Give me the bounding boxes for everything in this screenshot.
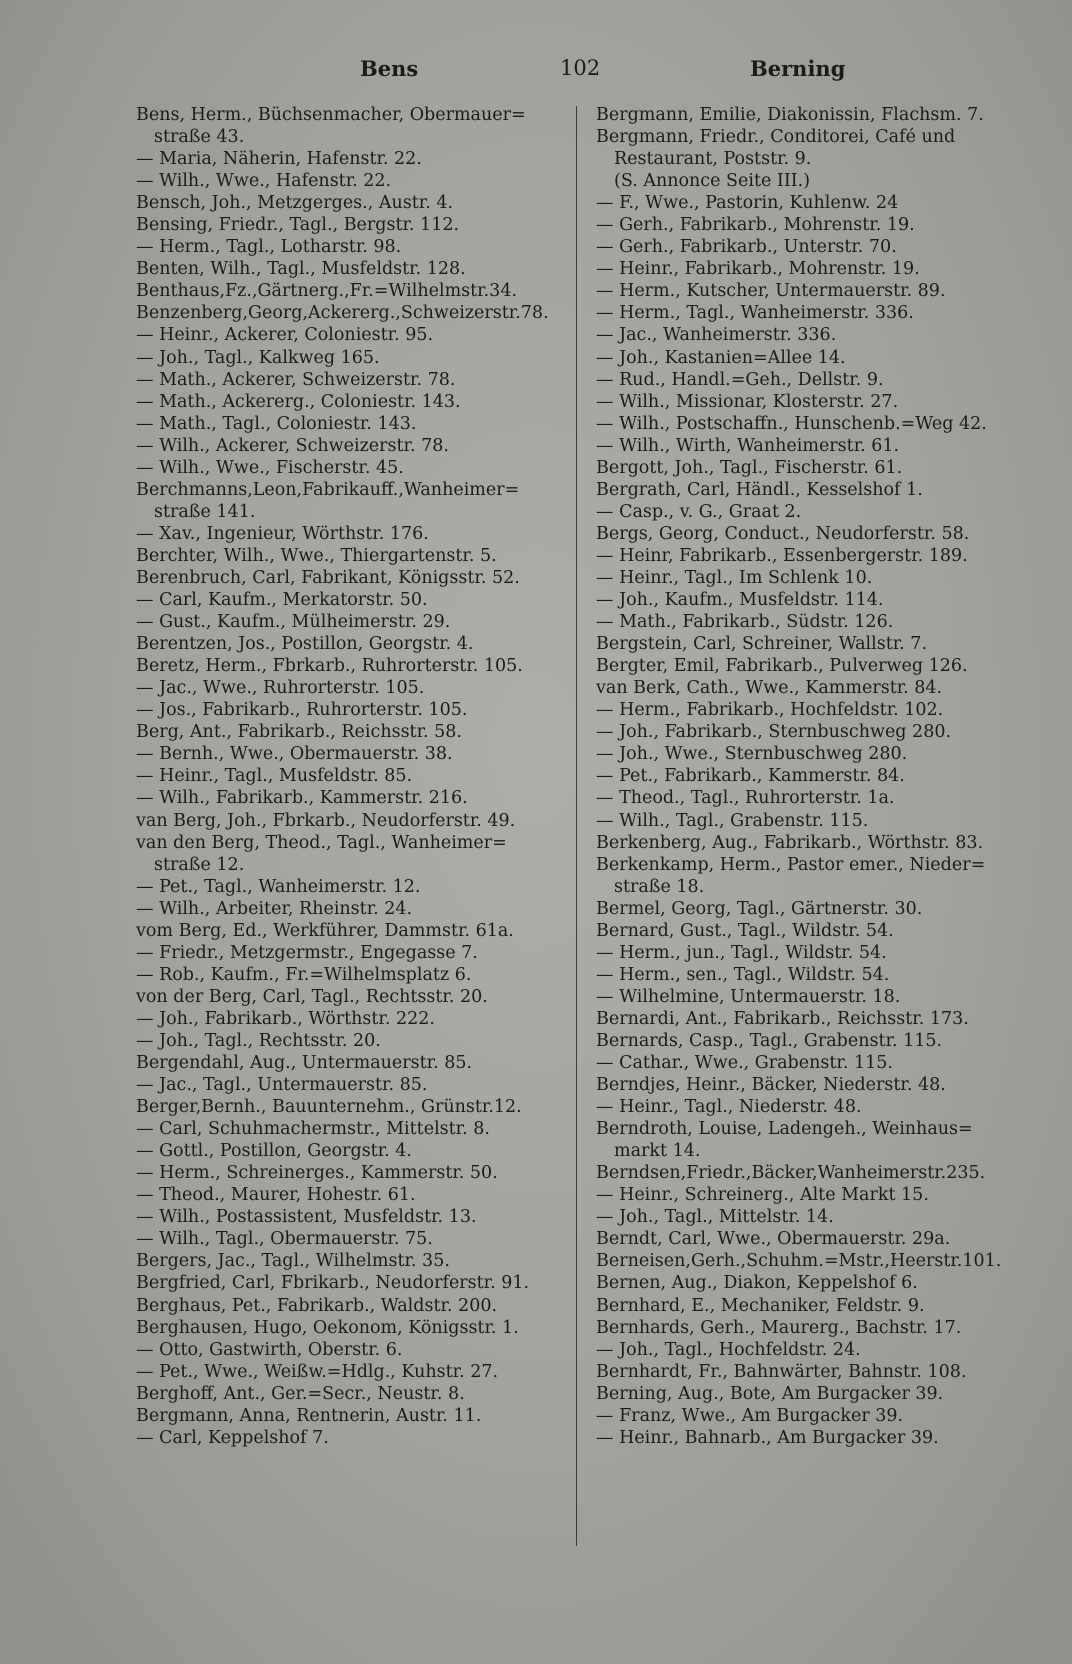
directory-entry-line: — Wilh., Arbeiter, Rheinstr. 24. xyxy=(136,898,413,919)
directory-entry-line: Restaurant, Poststr. 9. xyxy=(614,149,812,170)
directory-entry-line: Bergstein, Carl, Schreiner, Wallstr. 7. xyxy=(596,634,928,655)
directory-entry-line: — Jos., Fabrikarb., Ruhrorterstr. 105. xyxy=(136,700,468,721)
column-divider xyxy=(576,106,577,1546)
directory-entry-line: Bergter, Emil, Fabrikarb., Pulverweg 126. xyxy=(596,656,968,677)
directory-entry-line: — Math., Ackerer, Schweizerstr. 78. xyxy=(136,369,456,390)
directory-entry-line: — Wilh., Postassistent, Musfeldstr. 13. xyxy=(136,1207,477,1228)
directory-entry-line: — Wilh., Tagl., Grabenstr. 115. xyxy=(596,810,869,831)
directory-entry-line: van Berg, Joh., Fbrkarb., Neudorferstr. 49. xyxy=(136,810,516,831)
directory-entry-line: Bernen, Aug., Diakon, Keppelshof 6. xyxy=(596,1273,918,1294)
directory-entry-line: — Wilh., Tagl., Obermauerstr. 75. xyxy=(136,1229,433,1250)
directory-entry-line: Berger,Bernh., Bauunternehm., Grünstr.12. xyxy=(136,1097,522,1118)
directory-entry-line: Berchmanns,Leon,Fabrikauff.,Wanheimer= xyxy=(136,479,520,500)
directory-entry-line: Berkenberg, Aug., Fabrikarb., Wörthstr. 83. xyxy=(596,832,984,853)
directory-entry-line: — Rob., Kaufm., Fr.=Wilhelmsplatz 6. xyxy=(136,964,472,985)
directory-entry-line: — Math., Ackererg., Coloniestr. 143. xyxy=(136,391,461,412)
directory-entry-line: — Carl, Schuhmachermstr., Mittelstr. 8. xyxy=(136,1119,490,1140)
directory-entry-line: — Wilh., Ackerer, Schweizerstr. 78. xyxy=(136,435,449,456)
directory-entry-line: — Herm., Kutscher, Untermauerstr. 89. xyxy=(596,281,946,302)
directory-entry-line: — Bernh., Wwe., Obermauerstr. 38. xyxy=(136,744,453,765)
directory-entry-line: — Herm., Fabrikarb., Hochfeldstr. 102. xyxy=(596,700,944,721)
directory-entry-line: — Math., Tagl., Coloniestr. 143. xyxy=(136,413,417,434)
page-header xyxy=(120,56,1020,92)
directory-entry-line: Berndroth, Louise, Ladengeh., Weinhaus= xyxy=(596,1119,973,1140)
directory-entry-line: Berning, Aug., Bote, Am Burgacker 39. xyxy=(596,1383,944,1404)
directory-entry-line: — Herm., jun., Tagl., Wildstr. 54. xyxy=(596,942,887,963)
directory-entry-line: — Joh., Fabrikarb., Sternbuschweg 280. xyxy=(596,722,952,743)
directory-entry-line: — Xav., Ingenieur, Wörthstr. 176. xyxy=(136,523,429,544)
directory-entry-line: Berghaus, Pet., Fabrikarb., Waldstr. 200. xyxy=(136,1295,498,1316)
directory-entry-line: — Heinr., Tagl., Musfeldstr. 85. xyxy=(136,766,413,787)
directory-entry-line: — Franz, Wwe., Am Burgacker 39. xyxy=(596,1405,904,1426)
directory-entry-line: — Joh., Kaufm., Musfeldstr. 114. xyxy=(596,590,884,611)
directory-entry-line: Berg, Ant., Fabrikarb., Reichsstr. 58. xyxy=(136,722,462,743)
directory-entry-line: — Heinr., Bahnarb., Am Burgacker 39. xyxy=(596,1427,939,1448)
directory-entry-line: Bergs, Georg, Conduct., Neudorferstr. 58. xyxy=(596,523,970,544)
directory-entry-line: — Heinr., Schreinerg., Alte Markt 15. xyxy=(596,1185,929,1206)
directory-entry-line: straße 18. xyxy=(614,876,705,897)
directory-entry-line: — Maria, Näherin, Hafenstr. 22. xyxy=(136,149,422,170)
directory-entry-line: — Wilh., Missionar, Klosterstr. 27. xyxy=(596,391,899,412)
directory-entry-line: — F., Wwe., Pastorin, Kuhlenw. 24 xyxy=(596,193,899,214)
directory-entry-line: straße 43. xyxy=(154,127,245,148)
directory-entry-line: Bergers, Jac., Tagl., Wilhelmstr. 35. xyxy=(136,1251,450,1272)
directory-entry-line: Benten, Wilh., Tagl., Musfeldstr. 128. xyxy=(136,259,466,280)
directory-entry-line: Bernhardt, Fr., Bahnwärter, Bahnstr. 108. xyxy=(596,1361,967,1382)
directory-entry-line: markt 14. xyxy=(614,1141,701,1162)
directory-entry-line: — Joh., Kastanien=Allee 14. xyxy=(596,347,846,368)
directory-entry-line: Bernhards, Gerh., Maurerg., Bachstr. 17. xyxy=(596,1317,962,1338)
directory-entry-line: Berchter, Wilh., Wwe., Thiergartenstr. 5. xyxy=(136,545,497,566)
directory-entry-line: — Wilh., Wirth, Wanheimerstr. 61. xyxy=(596,435,900,456)
directory-entry-line: — Jac., Tagl., Untermauerstr. 85. xyxy=(136,1075,428,1096)
directory-entry-line: Berndt, Carl, Wwe., Obermauerstr. 29a. xyxy=(596,1229,951,1250)
directory-entry-line: Benzenberg,Georg,Ackererg.,Schweizerstr.78. xyxy=(136,303,549,324)
directory-entry-line: — Gerh., Fabrikarb., Unterstr. 70. xyxy=(596,237,897,258)
directory-entry-line: straße 12. xyxy=(154,854,245,875)
directory-entry-line: — Wilh., Postschaffn., Hunschenb.=Weg 42. xyxy=(596,413,987,434)
directory-entry-line: von der Berg, Carl, Tagl., Rechtsstr. 20. xyxy=(136,986,488,1007)
directory-entry-line: — Heinr., Ackerer, Coloniestr. 95. xyxy=(136,325,434,346)
directory-entry-line: — Pet., Tagl., Wanheimerstr. 12. xyxy=(136,876,421,897)
directory-entry-line: Bergfried, Carl, Fbrikarb., Neudorferstr. 91. xyxy=(136,1273,530,1294)
directory-entry-line: straße 141. xyxy=(154,501,256,522)
directory-entry-line: Bergmann, Anna, Rentnerin, Austr. 11. xyxy=(136,1405,482,1426)
directory-entry-line: — Heinr., Tagl., Im Schlenk 10. xyxy=(596,567,873,588)
directory-entry-line: Berghausen, Hugo, Oekonom, Königsstr. 1. xyxy=(136,1317,519,1338)
directory-entry-line: — Gust., Kaufm., Mülheimerstr. 29. xyxy=(136,612,451,633)
directory-entry-line: — Otto, Gastwirth, Oberstr. 6. xyxy=(136,1339,403,1360)
directory-entry-line: — Joh., Wwe., Sternbuschweg 280. xyxy=(596,744,908,765)
directory-entry-line: Bensch, Joh., Metzgerges., Austr. 4. xyxy=(136,193,454,214)
header-left-keyword: Bens xyxy=(360,56,419,81)
directory-entry-line: — Joh., Tagl., Rechtsstr. 20. xyxy=(136,1030,381,1051)
directory-entry-line: Bergott, Joh., Tagl., Fischerstr. 61. xyxy=(596,457,903,478)
directory-entry-line: — Wilh., Fabrikarb., Kammerstr. 216. xyxy=(136,788,468,809)
directory-entry-line: — Gottl., Postillon, Georgstr. 4. xyxy=(136,1141,412,1162)
directory-entry-line: — Pet., Wwe., Weißw.=Hdlg., Kuhstr. 27. xyxy=(136,1361,499,1382)
directory-entry-line: Berkenkamp, Herm., Pastor emer., Nieder= xyxy=(596,854,986,875)
directory-entry-line: — Joh., Fabrikarb., Wörthstr. 222. xyxy=(136,1008,435,1029)
directory-entry-line: van den Berg, Theod., Tagl., Wanheimer= xyxy=(136,832,507,853)
directory-entry-line: — Herm., Schreinerges., Kammerstr. 50. xyxy=(136,1163,498,1184)
directory-entry-line: — Heinr., Tagl., Niederstr. 48. xyxy=(596,1097,862,1118)
page-number: 102 xyxy=(560,56,601,80)
directory-entry-line: — Cathar., Wwe., Grabenstr. 115. xyxy=(596,1053,893,1074)
directory-entry-line: — Friedr., Metzgermstr., Engegasse 7. xyxy=(136,942,478,963)
directory-entry-line: — Pet., Fabrikarb., Kammerstr. 84. xyxy=(596,766,905,787)
directory-entry-line: — Gerh., Fabrikarb., Mohrenstr. 19. xyxy=(596,215,915,236)
directory-entry-line: — Carl, Keppelshof 7. xyxy=(136,1427,329,1448)
directory-entry-line: — Heinr, Fabrikarb., Essenbergerstr. 189. xyxy=(596,545,968,566)
directory-entry-line: — Jac., Wanheimerstr. 336. xyxy=(596,325,837,346)
directory-entry-line: — Joh., Tagl., Mittelstr. 14. xyxy=(596,1207,834,1228)
directory-entry-line: vom Berg, Ed., Werkführer, Dammstr. 61a. xyxy=(136,920,514,941)
directory-entry-line: — Wilh., Wwe., Fischerstr. 45. xyxy=(136,457,404,478)
directory-entry-line: Bermel, Georg, Tagl., Gärtnerstr. 30. xyxy=(596,898,923,919)
directory-entry-line: Bergmann, Emilie, Diakonissin, Flachsm. 7. xyxy=(596,105,984,125)
directory-entry-line: van Berk, Cath., Wwe., Kammerstr. 84. xyxy=(596,678,943,699)
directory-entry-line: Bergrath, Carl, Händl., Kesselshof 1. xyxy=(596,479,923,500)
directory-entry-line: — Theod., Tagl., Ruhrorterstr. 1a. xyxy=(596,788,895,809)
directory-entry-line: Berghoff, Ant., Ger.=Secr., Neustr. 8. xyxy=(136,1383,465,1404)
directory-entry-line: — Herm., Tagl., Lotharstr. 98. xyxy=(136,237,402,258)
directory-entry-line: Benthaus,Fz.,Gärtnerg.,Fr.=Wilhelmstr.34. xyxy=(136,281,518,302)
directory-entry-line: Bergmann, Friedr., Conditorei, Café und xyxy=(596,127,956,148)
directory-entry-line: Bens, Herm., Büchsenmacher, Obermauer= xyxy=(136,105,526,125)
directory-entry-line: Berneisen,Gerh.,Schuhm.=Mstr.,Heerstr.101. xyxy=(596,1251,1002,1272)
directory-entry-line: — Jac., Wwe., Ruhrorterstr. 105. xyxy=(136,678,425,699)
directory-entry-line: — Wilhelmine, Untermauerstr. 18. xyxy=(596,986,901,1007)
directory-entry-line: Bernards, Casp., Tagl., Grabenstr. 115. xyxy=(596,1030,943,1051)
directory-entry-line: — Joh., Tagl., Kalkweg 165. xyxy=(136,347,380,368)
directory-entry-line: Berentzen, Jos., Postillon, Georgstr. 4. xyxy=(136,634,474,655)
directory-entry-line: Beretz, Herm., Fbrkarb., Ruhrorterstr. 105. xyxy=(136,656,523,677)
directory-entry-line: Bernard, Gust., Tagl., Wildstr. 54. xyxy=(596,920,894,941)
directory-entry-line: Bensing, Friedr., Tagl., Bergstr. 112. xyxy=(136,215,460,236)
directory-entry-line: — Casp., v. G., Graat 2. xyxy=(596,501,802,522)
directory-entry-line: (S. Annonce Seite III.) xyxy=(614,171,811,192)
right-column xyxy=(596,104,1036,1449)
header-right-keyword: Berning xyxy=(750,56,846,81)
directory-entry-line: Berenbruch, Carl, Fabrikant, Königsstr. 52. xyxy=(136,567,520,588)
directory-entry-line: — Rud., Handl.=Geh., Dellstr. 9. xyxy=(596,369,884,390)
directory-entry-line: Bergendahl, Aug., Untermauerstr. 85. xyxy=(136,1053,473,1074)
directory-entry-line: — Carl, Kaufm., Merkatorstr. 50. xyxy=(136,590,428,611)
directory-entry-line: — Math., Fabrikarb., Südstr. 126. xyxy=(596,612,894,633)
directory-entry-line: — Wilh., Wwe., Hafenstr. 22. xyxy=(136,171,392,192)
directory-entry-line: — Herm., Tagl., Wanheimerstr. 336. xyxy=(596,303,914,324)
directory-entry-line: Bernardi, Ant., Fabrikarb., Reichsstr. 173. xyxy=(596,1008,969,1029)
directory-entry-line: — Theod., Maurer, Hohestr. 61. xyxy=(136,1185,416,1206)
directory-entry-line: Berndjes, Heinr., Bäcker, Niederstr. 48. xyxy=(596,1075,946,1096)
directory-entry-line: Berndsen,Friedr.,Bäcker,Wanheimerstr.235. xyxy=(596,1163,986,1184)
directory-entry-line: — Heinr., Fabrikarb., Mohrenstr. 19. xyxy=(596,259,920,280)
directory-entry-line: — Joh., Tagl., Hochfeldstr. 24. xyxy=(596,1339,861,1360)
left-column xyxy=(136,104,576,1449)
directory-entry-line: — Herm., sen., Tagl., Wildstr. 54. xyxy=(596,964,890,985)
directory-entry-line: Bernhard, E., Mechaniker, Feldstr. 9. xyxy=(596,1295,925,1316)
